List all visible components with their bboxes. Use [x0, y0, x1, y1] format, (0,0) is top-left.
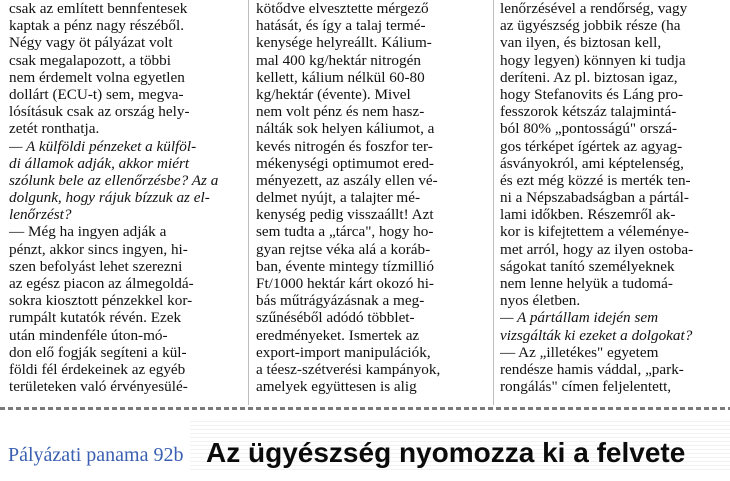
- text-line: hatását, és így a talaj termé-: [256, 17, 426, 35]
- text-line: di államok adják, akkor miért: [9, 154, 190, 172]
- text-line: csak az említett bennfentesek: [9, 0, 188, 17]
- text-line: ményezett, az aszály ellen vé-: [256, 171, 438, 189]
- text-line: ni a Népszabadságban a pártál-: [500, 189, 689, 207]
- text-line: delmet nyújt, a talajter mé-: [256, 189, 421, 207]
- article-headline: Az ügyészség nyomozza ki a felvete: [206, 437, 686, 468]
- text-line: rendésze hamis váddal, „park-: [500, 360, 684, 378]
- text-line: kaptak a pénz nagy részéből.: [9, 17, 184, 35]
- article-column-2: [256, 0, 486, 395]
- text-line: az ügyészség jobbik része (ha: [500, 17, 681, 35]
- text-line: gyan rejtse véka alá a koráb-: [256, 240, 431, 258]
- text-line: dolgunk, hogy rájuk bízzuk az el-: [9, 189, 210, 207]
- text-line: csak megalapozott, a többi: [9, 51, 171, 69]
- article-column-3: [500, 0, 726, 395]
- text-line: hogy Stefanovits és Láng pro-: [500, 85, 684, 103]
- text-line: a téesz-szétverési kampányok,: [256, 360, 441, 378]
- text-line: Négy vagy öt pályázat volt: [9, 34, 173, 52]
- text-line: nem volt pénz és nem hasz-: [256, 103, 425, 121]
- text-line: bás műtrágyázásnak a meg-: [256, 292, 425, 310]
- text-line: nem lenne helyük a tudomá-: [500, 275, 673, 292]
- text-line: mal 400 kg/hektár nitrogén: [256, 51, 421, 69]
- text-line: rongálás" címen feljelentett,: [500, 378, 672, 396]
- text-line: gos térképet ígértek az agyag-: [500, 137, 683, 155]
- text-line: lami időkben. Részemről ak-: [500, 206, 676, 224]
- text-line: ásványokról, ami képtelenség,: [500, 154, 684, 172]
- text-line: kevés nitrogén és foszfor ter-: [256, 137, 433, 155]
- text-line: sokra kiosztott pénzekkel kor-: [9, 292, 193, 310]
- article-column-1: [9, 0, 241, 395]
- text-line: vizsgálták ki ezeket a dolgokat?: [500, 326, 693, 344]
- dashed-separator: [0, 407, 730, 410]
- text-line: mékenységi optimumot ered-: [256, 154, 434, 172]
- text-line: rumpált kutatók révén. Ezek: [9, 309, 182, 327]
- text-line: lenőrzésével a rendőrség, vagy: [500, 0, 688, 17]
- text-line: eredményeket. Ismertek az: [256, 326, 420, 344]
- text-line: Ft/1000 hektár kárt okozó hi-: [256, 275, 434, 292]
- text-line: dollárt (ECU-t) sem, megva-: [9, 85, 184, 103]
- text-line: szen befolyást lehet szerezni: [9, 257, 183, 275]
- text-line: export-import manipulációk,: [256, 343, 431, 361]
- text-line: — A pártállam idején sem: [500, 309, 659, 327]
- text-line: lenőrzést?: [9, 206, 72, 224]
- text-line: az egész piacon az álmegoldá-: [9, 275, 194, 292]
- text-line: — A külföldi pénzeket a külföl-: [9, 137, 197, 155]
- text-line: hogy legyen) könnyen ki tudja: [500, 51, 686, 69]
- text-line: kenység pedig visszaállt! Azt: [256, 206, 434, 224]
- article-caption: Pályázati panama 92b: [8, 444, 184, 466]
- text-line: sem tudta a „tárca", hogy ho-: [256, 223, 434, 241]
- text-line: don elő fogják segíteni a kül-: [9, 343, 187, 361]
- text-line: kötődve elvesztette mérgező: [256, 0, 429, 17]
- text-line: kor is kifejtettem a véleménye-: [500, 223, 689, 241]
- text-line: nálták sok helyen káliumot, a: [256, 120, 435, 138]
- text-line: után mindenféle úton-mó-: [9, 326, 168, 344]
- text-line: nyos életben.: [500, 292, 581, 310]
- column-divider: [248, 0, 249, 405]
- text-line: van ilyen, és biztosan kell,: [500, 34, 662, 52]
- text-line: zetét ronthatja.: [9, 120, 100, 138]
- column-divider: [493, 0, 494, 405]
- text-line: — Még ha ingyen adják a: [9, 223, 167, 241]
- text-line: szűnéséből adódó többlet-: [256, 309, 415, 327]
- text-line: nem érdemelt volna egyetlen: [9, 68, 185, 86]
- text-line: szólunk bele az ellenőrzésbe? Az a: [9, 171, 219, 189]
- text-line: — Az „illetékes" egyetem: [500, 343, 659, 361]
- text-line: met arról, hogy az ilyen ostoba-: [500, 240, 694, 258]
- text-line: és ezt még közzé is merték ten-: [500, 171, 691, 189]
- text-line: földi fél érdekeinek az egyéb: [9, 360, 186, 378]
- text-line: amelyek együttesen is alig: [256, 378, 417, 396]
- text-line: kellett, kálium nélkül 60-80: [256, 68, 425, 86]
- text-line: kenysége helyreállt. Kálium-: [256, 34, 432, 52]
- text-line: deríteni. Az pl. biztosan igaz,: [500, 68, 678, 86]
- text-line: fesszorok kétszáz talajmintá-: [500, 103, 677, 121]
- text-line: területeken való érvényesülé-: [9, 378, 188, 396]
- text-line: ban, évente mintegy tízmillió: [256, 257, 434, 275]
- text-line: ból 80% „pontosságú" orszá-: [500, 120, 678, 138]
- text-line: ságokat tanító személyeknek: [500, 257, 675, 275]
- text-line: pénzt, akkor sincs ingyen, hi-: [9, 240, 188, 258]
- text-line: lósításuk csak az ország hely-: [9, 103, 190, 121]
- text-line: kg/hektár (évente). Mivel: [256, 85, 411, 103]
